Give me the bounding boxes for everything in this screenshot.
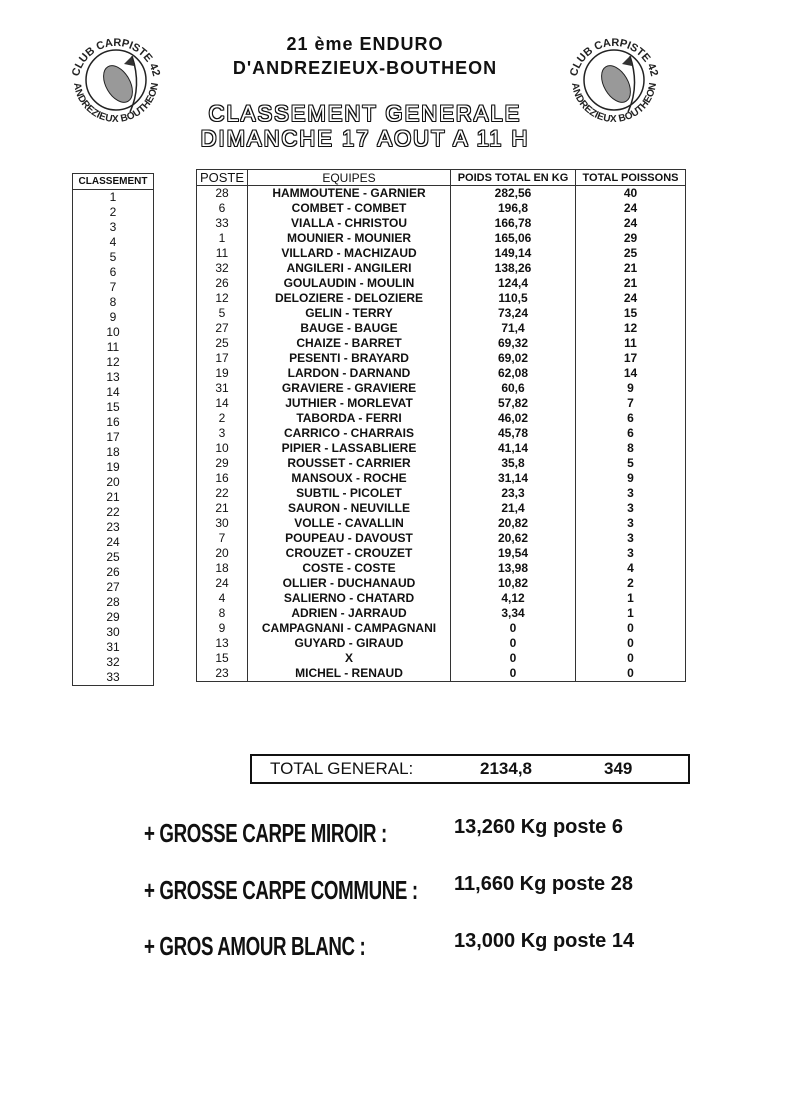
award-value: 13,000 Kg poste 14 xyxy=(454,930,635,952)
rank-cell: 13 xyxy=(73,370,154,385)
poids-cell: 19,54 xyxy=(451,546,576,561)
rank-cell: 21 xyxy=(73,490,154,505)
poissons-cell: 1 xyxy=(576,591,686,606)
poissons-cell: 40 xyxy=(576,186,686,202)
poste-cell: 29 xyxy=(197,456,248,471)
poissons-cell: 25 xyxy=(576,246,686,261)
equipe-cell: SUBTIL - PICOLET xyxy=(248,486,451,501)
poissons-cell: 15 xyxy=(576,306,686,321)
table-row xyxy=(197,186,686,202)
rank-cell: 25 xyxy=(73,550,154,565)
poids-cell: 138,26 xyxy=(451,261,576,276)
poste-cell: 12 xyxy=(197,291,248,306)
equipe-cell: DELOZIERE - DELOZIERE xyxy=(248,291,451,306)
poste-cell: 1 xyxy=(197,231,248,246)
poids-cell: 21,4 xyxy=(451,501,576,516)
poissons-cell: 3 xyxy=(576,546,686,561)
equipe-cell: MANSOUX - ROCHE xyxy=(248,471,451,486)
poids-cell: 57,82 xyxy=(451,396,576,411)
poissons-cell: 3 xyxy=(576,486,686,501)
carp-fish-icon xyxy=(98,56,139,112)
equipe-cell: SALIERNO - CHATARD xyxy=(248,591,451,606)
table-row xyxy=(73,550,154,565)
table-row xyxy=(73,340,154,355)
event-title: 21 ème ENDURO xyxy=(286,34,444,54)
poids-cell: 41,14 xyxy=(451,441,576,456)
poste-cell: 15 xyxy=(197,651,248,666)
poids-cell: 0 xyxy=(451,666,576,682)
table-row xyxy=(73,400,154,415)
table-row xyxy=(197,471,686,486)
poids-cell: 282,56 xyxy=(451,186,576,202)
table-row xyxy=(73,460,154,475)
poissons-cell: 5 xyxy=(576,456,686,471)
table-row xyxy=(73,430,154,445)
rank-cell: 29 xyxy=(73,610,154,625)
table-row xyxy=(73,655,154,670)
poissons-cell: 0 xyxy=(576,651,686,666)
table-row xyxy=(73,355,154,370)
poids-cell: 31,14 xyxy=(451,471,576,486)
poste-cell: 33 xyxy=(197,216,248,231)
rank-cell: 6 xyxy=(73,265,154,280)
table-row xyxy=(197,516,686,531)
equipe-cell: MOUNIER - MOUNIER xyxy=(248,231,451,246)
poids-cell: 35,8 xyxy=(451,456,576,471)
equipe-cell: CROUZET - CROUZET xyxy=(248,546,451,561)
rank-cell: 10 xyxy=(73,325,154,340)
equipe-cell: COSTE - COSTE xyxy=(248,561,451,576)
rank-cell: 20 xyxy=(73,475,154,490)
event-date: DIMANCHE 17 AOUT A 11 H xyxy=(200,126,530,151)
table-row xyxy=(197,561,686,576)
total-poids: 2134,8 xyxy=(480,759,532,778)
equipe-cell: ROUSSET - CARRIER xyxy=(248,456,451,471)
award-label: + GROS AMOUR BLANC : xyxy=(144,931,366,961)
poissons-cell: 21 xyxy=(576,276,686,291)
poissons-cell: 21 xyxy=(576,261,686,276)
table-row xyxy=(73,385,154,400)
event-location: D'ANDREZIEUX-BOUTHEON xyxy=(232,58,498,78)
ranking-column-table xyxy=(72,173,154,686)
poids-cell: 13,98 xyxy=(451,561,576,576)
table-row xyxy=(197,261,686,276)
poissons-cell: 14 xyxy=(576,366,686,381)
rank-cell: 2 xyxy=(73,205,154,220)
rank-cell: 30 xyxy=(73,625,154,640)
rank-cell: 17 xyxy=(73,430,154,445)
equipe-cell: VOLLE - CAVALLIN xyxy=(248,516,451,531)
table-row xyxy=(197,381,686,396)
poids-cell: 165,06 xyxy=(451,231,576,246)
poissons-cell: 4 xyxy=(576,561,686,576)
logo-top-text: CLUB CARPISTE 42 xyxy=(69,36,163,78)
table-row xyxy=(73,520,154,535)
poste-cell: 19 xyxy=(197,366,248,381)
poste-cell: 3 xyxy=(197,426,248,441)
equipe-cell: ANGILERI - ANGILERI xyxy=(248,261,451,276)
rank-cell: 28 xyxy=(73,595,154,610)
table-row xyxy=(197,606,686,621)
poste-cell: 11 xyxy=(197,246,248,261)
poste-cell: 31 xyxy=(197,381,248,396)
table-row xyxy=(197,651,686,666)
equipe-cell: POUPEAU - DAVOUST xyxy=(248,531,451,546)
equipe-cell: VIALLA - CHRISTOU xyxy=(248,216,451,231)
rank-cell: 3 xyxy=(73,220,154,235)
table-row xyxy=(197,576,686,591)
poids-cell: 73,24 xyxy=(451,306,576,321)
poste-cell: 26 xyxy=(197,276,248,291)
table-row xyxy=(73,445,154,460)
poissons-cell: 2 xyxy=(576,576,686,591)
poissons-cell: 24 xyxy=(576,201,686,216)
table-row xyxy=(197,636,686,651)
rank-cell: 7 xyxy=(73,280,154,295)
poids-cell: 20,82 xyxy=(451,516,576,531)
table-row xyxy=(73,505,154,520)
table-row xyxy=(73,325,154,340)
poissons-cell: 11 xyxy=(576,336,686,351)
table-row xyxy=(73,370,154,385)
equipe-cell: JUTHIER - MORLEVAT xyxy=(248,396,451,411)
table-row xyxy=(197,291,686,306)
table-row xyxy=(73,415,154,430)
table-row xyxy=(73,280,154,295)
rank-cell: 26 xyxy=(73,565,154,580)
logo-bottom-text: ANDREZIEUX BOUTHEON xyxy=(569,81,659,126)
table-row xyxy=(197,321,686,336)
equipe-cell: PESENTI - BRAYARD xyxy=(248,351,451,366)
table-row xyxy=(197,486,686,501)
table-row xyxy=(73,235,154,250)
rank-cell: 19 xyxy=(73,460,154,475)
rank-cell: 27 xyxy=(73,580,154,595)
poids-cell: 20,62 xyxy=(451,531,576,546)
rank-cell: 15 xyxy=(73,400,154,415)
poissons-cell: 24 xyxy=(576,216,686,231)
poste-cell: 13 xyxy=(197,636,248,651)
table-row xyxy=(197,456,686,471)
equipe-cell: VILLARD - MACHIZAUD xyxy=(248,246,451,261)
equipe-cell: ADRIEN - JARRAUD xyxy=(248,606,451,621)
table-row xyxy=(73,535,154,550)
table-row xyxy=(197,501,686,516)
table-row xyxy=(197,216,686,231)
equipe-cell: GOULAUDIN - MOULIN xyxy=(248,276,451,291)
table-row xyxy=(73,475,154,490)
table-row xyxy=(73,205,154,220)
poissons-cell: 29 xyxy=(576,231,686,246)
poste-cell: 24 xyxy=(197,576,248,591)
table-row xyxy=(73,610,154,625)
table-row xyxy=(73,625,154,640)
carp-fish-icon xyxy=(596,56,637,112)
poids-cell: 10,82 xyxy=(451,576,576,591)
table-row xyxy=(73,670,154,686)
poste-cell: 6 xyxy=(197,201,248,216)
poids-cell: 46,02 xyxy=(451,411,576,426)
table-row xyxy=(197,426,686,441)
total-general-box xyxy=(250,754,690,784)
rank-cell: 33 xyxy=(73,670,154,686)
award-value: 11,660 Kg poste 28 xyxy=(454,873,633,895)
poste-cell: 21 xyxy=(197,501,248,516)
poste-cell: 14 xyxy=(197,396,248,411)
equipe-cell: TABORDA - FERRI xyxy=(248,411,451,426)
equipes-header: EQUIPES xyxy=(248,170,451,186)
poids-cell: 62,08 xyxy=(451,366,576,381)
rank-cell: 12 xyxy=(73,355,154,370)
poissons-cell: 0 xyxy=(576,666,686,682)
table-row xyxy=(197,366,686,381)
total-label: TOTAL GENERAL: xyxy=(270,759,414,778)
equipe-cell: BAUGE - BAUGE xyxy=(248,321,451,336)
table-row xyxy=(197,531,686,546)
equipe-cell: SAURON - NEUVILLE xyxy=(248,501,451,516)
table-row xyxy=(197,336,686,351)
poste-cell: 7 xyxy=(197,531,248,546)
table-row xyxy=(197,546,686,561)
poste-cell: 30 xyxy=(197,516,248,531)
poissons-cell: 9 xyxy=(576,471,686,486)
poste-header: POSTE xyxy=(197,170,248,186)
poissons-cell: 6 xyxy=(576,426,686,441)
equipe-cell: GRAVIERE - GRAVIERE xyxy=(248,381,451,396)
table-row xyxy=(197,666,686,682)
rank-cell: 9 xyxy=(73,310,154,325)
poids-cell: 23,3 xyxy=(451,486,576,501)
table-row xyxy=(197,306,686,321)
table-row xyxy=(73,295,154,310)
poste-cell: 5 xyxy=(197,306,248,321)
poissons-cell: 3 xyxy=(576,531,686,546)
poids-cell: 149,14 xyxy=(451,246,576,261)
poids-cell: 71,4 xyxy=(451,321,576,336)
poissons-cell: 9 xyxy=(576,381,686,396)
table-row xyxy=(73,250,154,265)
logo-bottom-text: ANDREZIEUX BOUTHEON xyxy=(71,81,161,126)
poste-cell: 10 xyxy=(197,441,248,456)
poissons-cell: 1 xyxy=(576,606,686,621)
table-row xyxy=(197,201,686,216)
table-row xyxy=(197,441,686,456)
table-row xyxy=(73,580,154,595)
poids-cell: 110,5 xyxy=(451,291,576,306)
poissons-cell: 6 xyxy=(576,411,686,426)
rank-cell: 14 xyxy=(73,385,154,400)
poste-cell: 27 xyxy=(197,321,248,336)
equipe-cell: LARDON - DARNAND xyxy=(248,366,451,381)
poste-cell: 32 xyxy=(197,261,248,276)
award-label: + GROSSE CARPE COMMUNE : xyxy=(144,875,418,905)
poste-cell: 4 xyxy=(197,591,248,606)
poissons-header: TOTAL POISSONS xyxy=(576,170,686,186)
poids-cell: 45,78 xyxy=(451,426,576,441)
poissons-cell: 24 xyxy=(576,291,686,306)
rank-cell: 4 xyxy=(73,235,154,250)
rank-cell: 5 xyxy=(73,250,154,265)
poissons-cell: 0 xyxy=(576,621,686,636)
poissons-cell: 3 xyxy=(576,501,686,516)
poids-cell: 3,34 xyxy=(451,606,576,621)
table-row xyxy=(197,396,686,411)
rank-cell: 1 xyxy=(73,190,154,206)
rank-cell: 31 xyxy=(73,640,154,655)
total-poissons: 349 xyxy=(604,759,633,778)
poids-cell: 69,32 xyxy=(451,336,576,351)
poste-cell: 22 xyxy=(197,486,248,501)
poste-cell: 16 xyxy=(197,471,248,486)
poids-cell: 4,12 xyxy=(451,591,576,606)
table-row xyxy=(73,220,154,235)
poids-cell: 196,8 xyxy=(451,201,576,216)
award-label: + GROSSE CARPE MIROIR : xyxy=(144,818,387,848)
poste-cell: 25 xyxy=(197,336,248,351)
equipe-cell: GELIN - TERRY xyxy=(248,306,451,321)
table-row xyxy=(197,621,686,636)
poste-cell: 23 xyxy=(197,666,248,682)
table-row xyxy=(197,246,686,261)
poids-cell: 69,02 xyxy=(451,351,576,366)
rank-cell: 18 xyxy=(73,445,154,460)
poissons-cell: 8 xyxy=(576,441,686,456)
poste-cell: 28 xyxy=(197,186,248,202)
equipe-cell: CAMPAGNANI - CAMPAGNANI xyxy=(248,621,451,636)
equipe-cell: CARRICO - CHARRAIS xyxy=(248,426,451,441)
poste-cell: 2 xyxy=(197,411,248,426)
poids-cell: 0 xyxy=(451,651,576,666)
results-table xyxy=(196,169,686,682)
table-row xyxy=(197,351,686,366)
poste-cell: 9 xyxy=(197,621,248,636)
poste-cell: 18 xyxy=(197,561,248,576)
classement-header: CLASSEMENT xyxy=(73,174,154,190)
rank-cell: 24 xyxy=(73,535,154,550)
equipe-cell: COMBET - COMBET xyxy=(248,201,451,216)
table-row xyxy=(73,265,154,280)
poids-cell: 124,4 xyxy=(451,276,576,291)
equipe-cell: CHAIZE - BARRET xyxy=(248,336,451,351)
poids-cell: 0 xyxy=(451,621,576,636)
poids-cell: 60,6 xyxy=(451,381,576,396)
poste-cell: 20 xyxy=(197,546,248,561)
equipe-cell: HAMMOUTENE - GARNIER xyxy=(248,186,451,202)
table-row xyxy=(73,310,154,325)
table-row xyxy=(73,565,154,580)
poissons-cell: 7 xyxy=(576,396,686,411)
poste-cell: 8 xyxy=(197,606,248,621)
rank-cell: 16 xyxy=(73,415,154,430)
poids-cell: 0 xyxy=(451,636,576,651)
rank-cell: 11 xyxy=(73,340,154,355)
poissons-cell: 3 xyxy=(576,516,686,531)
table-row xyxy=(73,190,154,206)
equipe-cell: GUYARD - GIRAUD xyxy=(248,636,451,651)
table-row xyxy=(73,640,154,655)
table-row xyxy=(197,276,686,291)
table-row xyxy=(73,595,154,610)
award-value: 13,260 Kg poste 6 xyxy=(454,816,623,838)
equipe-cell: X xyxy=(248,651,451,666)
poissons-cell: 17 xyxy=(576,351,686,366)
table-row xyxy=(197,591,686,606)
poissons-cell: 12 xyxy=(576,321,686,336)
rank-cell: 8 xyxy=(73,295,154,310)
poids-cell: 166,78 xyxy=(451,216,576,231)
table-row xyxy=(197,231,686,246)
rank-cell: 32 xyxy=(73,655,154,670)
table-row xyxy=(73,490,154,505)
poissons-cell: 0 xyxy=(576,636,686,651)
poste-cell: 17 xyxy=(197,351,248,366)
poids-header: POIDS TOTAL EN KG xyxy=(451,170,576,186)
rank-cell: 23 xyxy=(73,520,154,535)
equipe-cell: OLLIER - DUCHANAUD xyxy=(248,576,451,591)
rank-cell: 22 xyxy=(73,505,154,520)
table-row xyxy=(197,411,686,426)
equipe-cell: PIPIER - LASSABLIERE xyxy=(248,441,451,456)
ranking-title: CLASSEMENT GENERALE xyxy=(208,101,522,126)
equipe-cell: MICHEL - RENAUD xyxy=(248,666,451,682)
logo-top-text: CLUB CARPISTE 42 xyxy=(567,36,661,78)
